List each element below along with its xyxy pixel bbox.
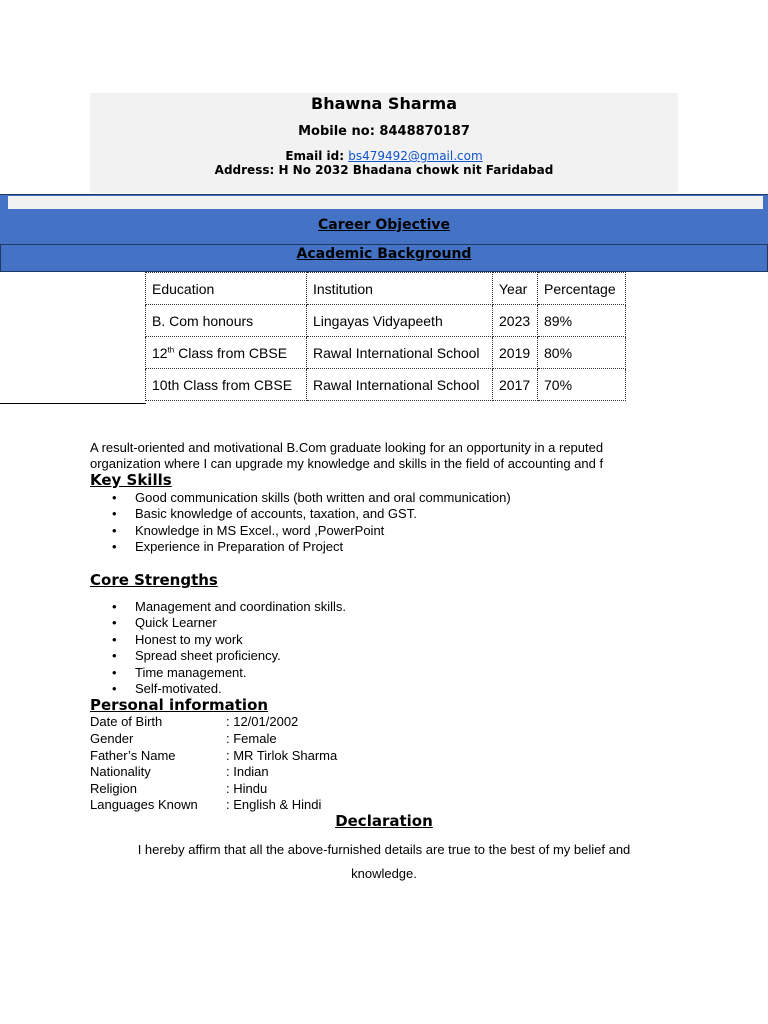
percentage-cell: 89% (538, 305, 626, 337)
year-cell: 2023 (493, 305, 538, 337)
address-line: Address: H No 2032 Bhadana chowk nit Faridabad (214, 163, 554, 177)
field-value: : MR Tirlok Sharma (226, 748, 338, 763)
percentage-cell: 70% (538, 369, 626, 401)
academic-table (145, 272, 626, 401)
list-item: • Management and coordination skills. (90, 599, 346, 615)
field-label: Gender (90, 731, 134, 746)
list-item: • Good communication skills (both written and oral communication) (90, 490, 511, 506)
list-item: • Self-motivated. (90, 681, 346, 697)
column-header: Year (493, 273, 538, 305)
email-label: Email id: (285, 149, 349, 163)
field-value: : 12/01/2002 (226, 714, 299, 729)
declaration-line: knowledge. (351, 866, 417, 881)
objective-line: organization where I can upgrade my knowledge and skills in the field of accounting and f (90, 456, 604, 471)
institution-cell: Rawal International School (307, 369, 493, 401)
list-item: • Honest to my work (90, 632, 346, 648)
field-label: Nationality (90, 764, 151, 779)
field-value: : English & Hindi (226, 797, 322, 812)
field-value: : Hindu (226, 781, 268, 796)
education-cell: B. Com honours (146, 305, 307, 337)
email-link[interactable]: bs479492@gmail.com (348, 149, 483, 163)
education-text: Class from CBSE (174, 344, 288, 361)
declaration-heading: Declaration (335, 812, 433, 830)
resume-header (90, 93, 678, 193)
table-header-row (146, 273, 626, 305)
column-header: Institution (307, 273, 493, 305)
band-gray-strip (8, 196, 763, 209)
table-row (146, 305, 626, 337)
declaration-text (110, 838, 658, 886)
field-value: : Indian (226, 764, 269, 779)
personal-information-heading: Personal information (90, 696, 269, 714)
education-cell (146, 337, 307, 369)
field-label: Father’s Name (90, 748, 176, 763)
divider-line (0, 403, 146, 404)
column-header: Education (146, 273, 307, 305)
core-strengths-list (90, 599, 346, 697)
career-objective-heading: Career Objective (317, 217, 451, 233)
list-item: • Time management. (90, 665, 346, 681)
list-item: • Spread sheet proficiency. (90, 648, 346, 664)
percentage-cell: 80% (538, 337, 626, 369)
list-item: • Knowledge in MS Excel., word ,PowerPoint (90, 523, 511, 539)
institution-cell: Rawal International School (307, 337, 493, 369)
mobile-number: Mobile no: 8448870187 (298, 124, 470, 139)
column-header: Percentage (538, 273, 626, 305)
table-row (146, 337, 626, 369)
table-row (146, 369, 626, 401)
key-skills-heading: Key Skills (90, 471, 172, 489)
year-cell: 2019 (493, 337, 538, 369)
declaration-line: I hereby affirm that all the above-furnished details are true to the best of my belief and (137, 842, 631, 857)
objective-line: A result-oriented and motivational B.Com graduate looking for an opportunity in a reputed (90, 440, 604, 455)
education-text: 12 (152, 344, 168, 361)
email-line (90, 149, 678, 163)
education-cell: 10th Class from CBSE (146, 369, 307, 401)
academic-background-heading: Academic Background (296, 246, 472, 262)
field-value: : Female (226, 731, 277, 746)
list-item: • Quick Learner (90, 615, 346, 631)
list-item: • Experience in Preparation of Project (90, 539, 511, 555)
field-label: Languages Known (90, 797, 198, 812)
candidate-name: Bhawna Sharma (311, 94, 457, 113)
key-skills-list (90, 490, 511, 556)
year-cell: 2017 (493, 369, 538, 401)
core-strengths-heading: Core Strengths (90, 571, 218, 589)
career-objective-text (90, 440, 650, 472)
superscript: th (167, 344, 175, 354)
institution-cell: Lingayas Vidyapeeth (307, 305, 493, 337)
field-label: Religion (90, 781, 137, 796)
field-label: Date of Birth (90, 714, 163, 729)
list-item: • Basic knowledge of accounts, taxation, and GST. (90, 506, 511, 522)
